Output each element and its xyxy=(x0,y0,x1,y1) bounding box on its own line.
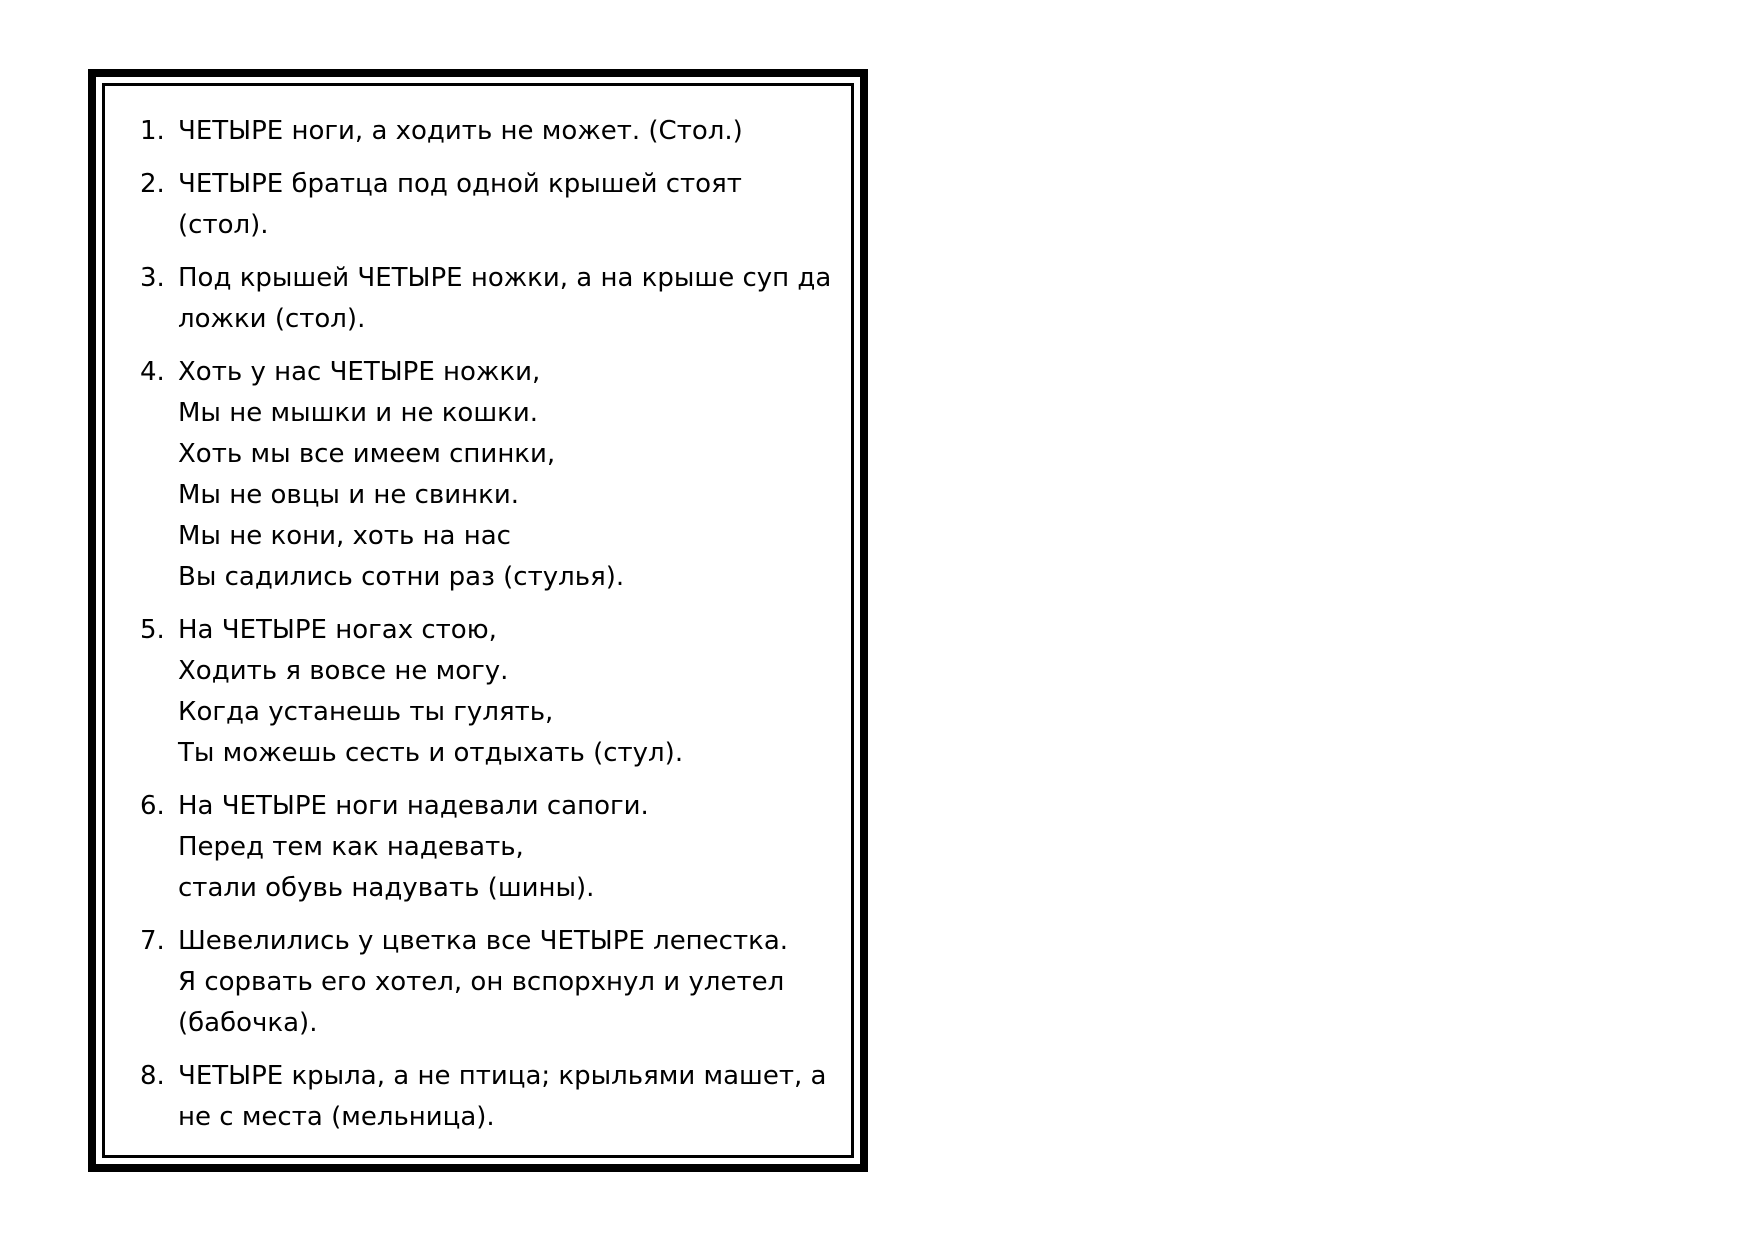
riddle-line: Шевелились у цветка все ЧЕТЫРЕ лепестка. xyxy=(178,926,789,956)
riddle-item xyxy=(140,1056,840,1138)
riddle-item xyxy=(140,352,840,598)
riddle-text xyxy=(178,1056,840,1138)
riddle-text xyxy=(178,610,840,774)
riddle-line: Мы не мышки и не кошки. xyxy=(178,398,538,428)
riddle-line: На ЧЕТЫРЕ ногах стою, xyxy=(178,615,497,645)
riddle-line: (бабочка). xyxy=(178,1008,318,1038)
riddle-line: Я сорвать его хотел, он вспорхнул и улетел xyxy=(178,967,785,997)
riddle-list xyxy=(140,111,840,1150)
riddle-line: Перед тем как надевать, xyxy=(178,832,524,862)
riddle-item xyxy=(140,258,840,340)
riddle-line: Мы не овцы и не свинки. xyxy=(178,480,520,510)
riddle-number: 4. xyxy=(140,357,165,387)
riddle-line: не с места (мельница). xyxy=(178,1102,495,1132)
riddle-line: (стол). xyxy=(178,210,269,240)
riddle-line: Хоть у нас ЧЕТЫРЕ ножки, xyxy=(178,357,541,387)
riddle-text xyxy=(178,786,840,909)
riddle-text xyxy=(178,111,840,152)
riddle-item xyxy=(140,111,840,152)
riddle-item xyxy=(140,786,840,909)
riddle-text xyxy=(178,352,840,598)
riddle-number: 7. xyxy=(140,926,165,956)
riddle-number: 3. xyxy=(140,263,165,293)
riddle-line: ложки (стол). xyxy=(178,304,366,334)
riddle-line: На ЧЕТЫРЕ ноги надевали сапоги. xyxy=(178,791,649,821)
riddle-line: Ходить я вовсе не могу. xyxy=(178,656,509,686)
riddle-item xyxy=(140,921,840,1044)
riddle-number: 8. xyxy=(140,1061,165,1091)
riddle-text xyxy=(178,164,840,246)
riddle-line: Вы садились сотни раз (стулья). xyxy=(178,562,625,592)
riddle-card-frame xyxy=(88,69,868,1172)
riddle-text xyxy=(178,921,840,1044)
riddle-line: стали обувь надувать (шины). xyxy=(178,873,595,903)
riddle-number: 1. xyxy=(140,116,165,146)
riddle-text xyxy=(178,258,840,340)
riddle-number: 6. xyxy=(140,791,165,821)
riddle-item xyxy=(140,164,840,246)
riddle-item xyxy=(140,610,840,774)
riddle-line: ЧЕТЫРЕ крыла, а не птица; крыльями машет, а xyxy=(178,1061,827,1091)
riddle-line: Мы не кони, хоть на нас xyxy=(178,521,511,551)
riddle-number: 5. xyxy=(140,615,165,645)
riddle-line: Ты можешь сесть и отдыхать (стул). xyxy=(178,738,684,768)
riddle-line: Хоть мы все имеем спинки, xyxy=(178,439,556,469)
riddle-line: ЧЕТЫРЕ братца под одной крышей стоят xyxy=(178,169,742,199)
riddle-line: Когда устанешь ты гулять, xyxy=(178,697,554,727)
riddle-line: Под крышей ЧЕТЫРЕ ножки, а на крыше суп да xyxy=(178,263,832,293)
riddle-line: ЧЕТЫРЕ ноги, а ходить не может. (Стол.) xyxy=(178,116,743,146)
riddle-number: 2. xyxy=(140,169,165,199)
